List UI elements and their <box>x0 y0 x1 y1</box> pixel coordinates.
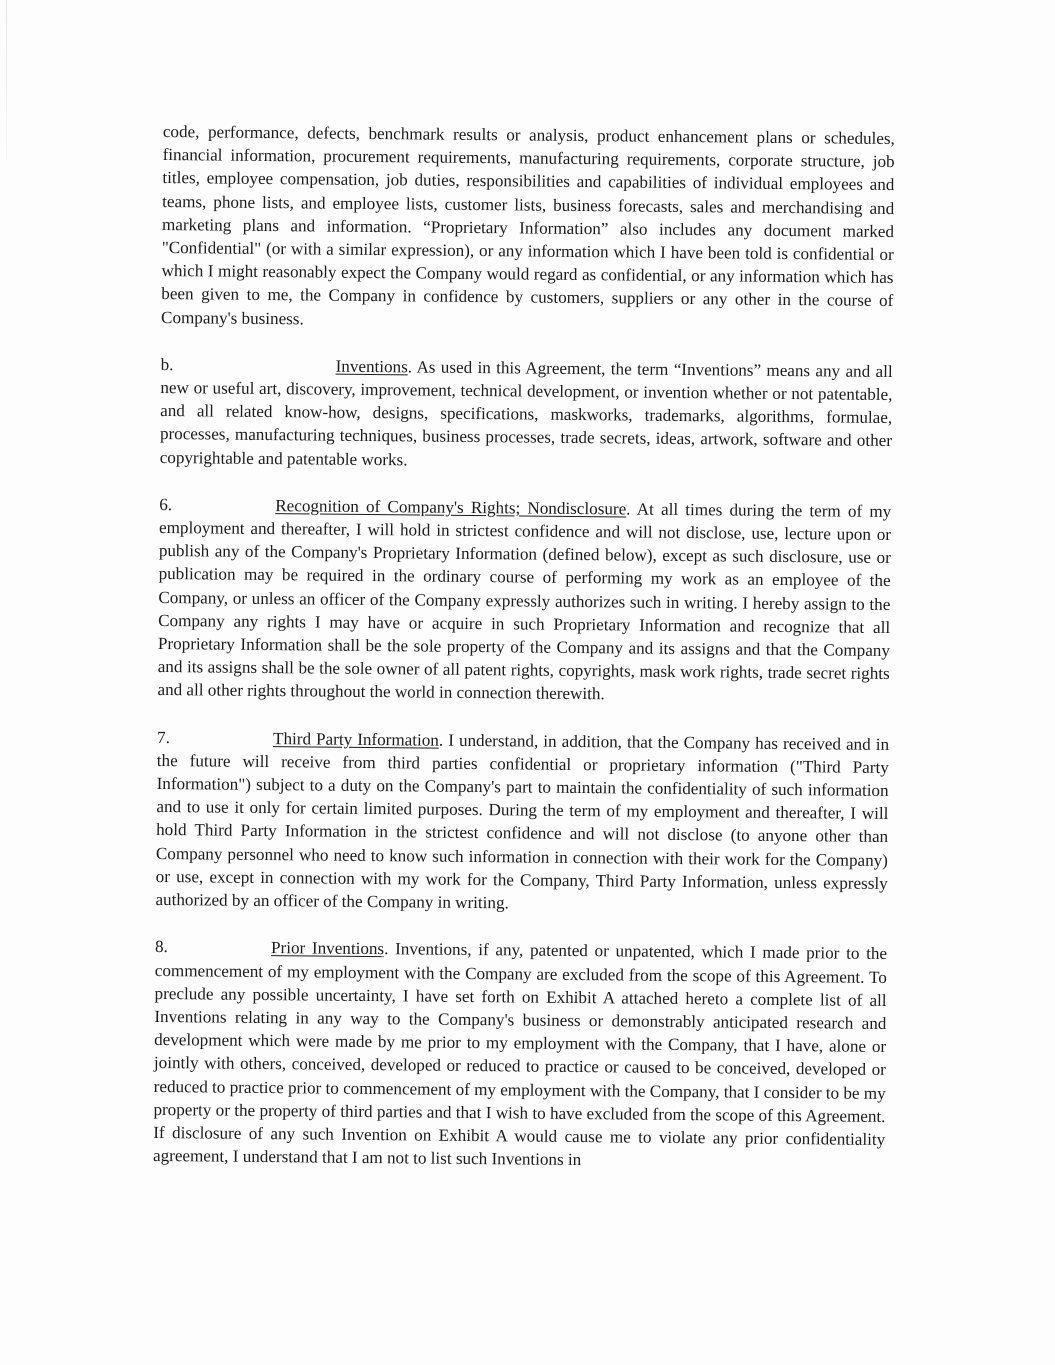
section-heading-suffix: . <box>384 939 389 959</box>
section-body: I understand, in addition, that the Company has received and in the future will receive from third parties confidential or proprietary information ("Third Party Information") subject to a duty on the Company's part to maintain the confidentiality of such information and to use it only for certain limited purposes. During the term of my employment and thereafter, I will hold Third Party Information in the strictest confidence and will not disclose (to anyone other than Company personnel who need to know such information in connection with their work for the Company) or use, except in connection with my work for the Company, Third Party Information, unless expressly authorized by an officer of the Company in writing. <box>155 730 890 913</box>
section-body: As used in this Agreement, the term “Inventions” means any and all new or useful art, discovery, improvement, technical development, or invention whether or not patentable, and all related know-how, designs, specifications, maskworks, trademarks, algorithms, formulae, processes, manufacturing techniques, business processes, trade secrets, ideas, artwork, software and other copyrightable and patentable works. <box>159 357 893 470</box>
section-heading: Third Party Information <box>272 728 439 750</box>
section-heading-suffix: . <box>438 730 444 750</box>
section-b-inventions <box>160 353 893 476</box>
section-number: b. <box>160 354 174 374</box>
section-body: At all times during the term of my employment and thereafter, I will hold in strictest confidence and will not disclose, use, lecture upon or publish any of the Company's Proprietary Information (defined below), except as such disclosure, use or publication may be required in the ordinary course of performing my work as an employee of the Company, or unless an officer of the Company expressly authorizes such in writing. I hereby assign to the Company any rights I may have or acquire in such Proprietary Information and recognize that all Proprietary Information shall be the sole property of the Company and its assigns and that the Company and its assigns shall be the sole owner of all patent rights, copyrights, mask work rights, trade secret rights and all other rights throughout the world in connection therewith. <box>157 499 892 704</box>
section-heading-suffix: . <box>407 357 413 377</box>
section-number: 7. <box>156 727 170 747</box>
section-heading: Inventions <box>335 356 408 377</box>
scan-edge-mark <box>6 0 7 160</box>
section-number: 6. <box>159 494 173 514</box>
section-7-third-party-information <box>155 726 889 919</box>
continuation-paragraph: code, performance, defects, benchmark results or analysis, product enhancement plans or schedules, financial information, procurement requirements, manufacturing requirements, corporate structure, job titles, employee compensation, job duties, responsibilities and capabilities of individual employees and teams, phone lists, and employee lists, customer lists, business forecasts, sales and merchandising and marketing plans and information. “Proprietary Information” also includes any document marked "Confidential" (or with a similar expression), or any information which I have been told is confidential or which I might reasonably expect the Company would regard as confidential, or any information which has been given to me, the Company in confidence by customers, suppliers or any other in the course of Company's business. <box>161 121 895 328</box>
section-number: 8. <box>154 937 168 957</box>
document-body <box>153 120 895 1198</box>
section-heading-suffix: . <box>626 499 631 519</box>
section-heading: Prior Inventions <box>270 938 385 959</box>
section-heading: Recognition of Company's Rights; Nondisclosure <box>275 495 627 519</box>
section-body: Inventions, if any, patented or unpatented, which I made prior to the commencement of my employment with the Company are excluded from the scope of this Agreement. To preclude any possible uncertainty, I have set forth on Exhibit A attached hereto a complete list of all Inventions relating in any way to the Company's business or demonstrably anticipated research and development which were made by me prior to my employment with the Company, that I have, alone or jointly with others, conceived, developed or reduced to practice or caused to be conceived, developed or reduced to practice prior to commencement of my employment with the Company, that I consider to be my property or the property of third parties and that I wish to have excluded from the scope of this Agreement. If disclosure of any such Invention on Exhibit A would cause me to violate any prior confidentiality agreement, I understand that I am not to list such Inventions in <box>152 939 888 1170</box>
section-8-prior-inventions <box>153 935 887 1174</box>
section-6-recognition-of-rights <box>157 493 891 709</box>
